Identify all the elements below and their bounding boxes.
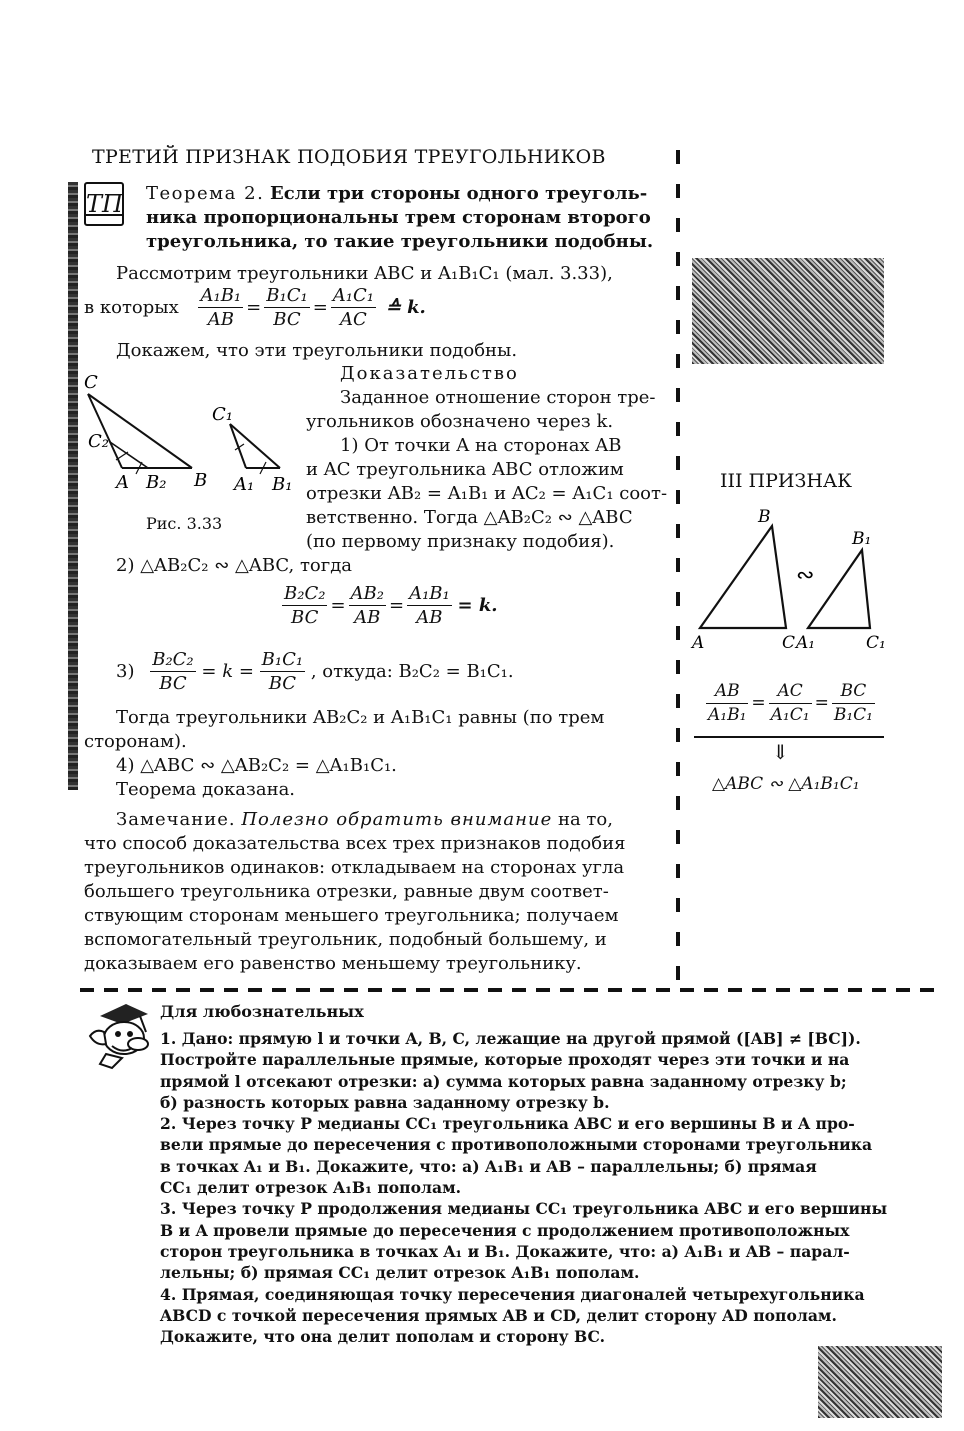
side-arrow: ⇓ <box>772 740 789 764</box>
remark-line-6: вспомогательный треугольник, подобный большему, и <box>84 929 607 950</box>
fig-label-C2: C₂ <box>88 431 109 452</box>
fig-label-B1: B₁ <box>272 474 293 495</box>
proof-equation-2: $\frac{\text{B₂C₂}}{BC}$ = $\frac{\text{AB₂}}{AB}$ = $\frac{\text{A₁B₁}}{AB}$ = k. <box>284 583 498 628</box>
prove-line: Докажем, что эти треугольники подобны. <box>116 340 518 361</box>
side-label-B: B <box>758 507 771 527</box>
fig-label-C: C <box>84 372 98 393</box>
proof-line-4: и AC треугольника ABC отложим <box>306 459 624 480</box>
theorem-label: Теорема 2. <box>146 183 265 204</box>
ratio-k: ≙ k. <box>385 297 426 318</box>
side-divider <box>694 736 884 738</box>
remark-line-5: ствующим сторонам меньшего треугольника; получаем <box>84 905 619 926</box>
side-label-C: C <box>782 633 796 653</box>
theorem-line-3: треугольника, то такие треугольники подобны. <box>146 231 654 252</box>
fig-label-B: B <box>194 470 208 491</box>
proof-end: Теорема доказана. <box>116 779 296 800</box>
question-1: 1. Дано: прямую l и точки A, B, C, лежащие на другой прямой ([AB] ≠ [BC]). Постройте параллельные прямые, которые проходят через эти точки и на прямой l отсекают отрезки: а) сумма которых равна заданному отрезку b; б) разность которых равна заданному отрезку b. <box>160 1029 861 1112</box>
remark-line-1: Замечание. Полезно обратить внимание на то, <box>116 809 613 830</box>
side-ratio: $\frac{AB}{\text{A₁B₁}}$ = $\frac{AC}{\text{A₁C₁}}$ = $\frac{BC}{\text{B₁C₁}}$ <box>708 681 873 725</box>
ratio-fraction-1: $\frac{\text{A₁B₁}}{AB}$ <box>200 285 242 330</box>
theorem-line-1 <box>146 182 647 205</box>
side-conclusion: △ABC ∾ △A₁B₁C₁ <box>712 774 860 794</box>
remark-line-3: треугольников одинаков: откладываем на сторонах угла <box>84 857 625 878</box>
theorem-icon-label: ТП <box>86 190 123 218</box>
figure-caption: Рис. 3.33 <box>146 514 223 533</box>
consider-ratio: в которых $\frac{\text{A₁B₁}}{AB}$ = $\frac{\text{B₁C₁}}{BC}$ = $\frac{\text{A₁C₁}}{AC}$ ≙ k. <box>84 285 426 330</box>
side-triangle-ABC <box>700 526 786 628</box>
theorem-text-1: Если три стороны одного треуголь- <box>270 183 648 204</box>
proof-step-3b-1: Тогда треугольники AB₂C₂ и A₁B₁C₁ равны (по трем <box>116 707 605 728</box>
mascot-icon <box>82 998 160 1070</box>
side-title: III ПРИЗНАК <box>720 470 852 492</box>
question-2: 2. Через точку P медианы CC₁ треугольника ABC и его вершины B и A про- вели прямые до пересечения с противоположными сторонами треугольника в точках A₁ и B₁. Докажите, что: а) A₁B₁ и AB – параллельны; б) прямая CC₁ делит отрезок A₁B₁ пополам. <box>160 1114 873 1198</box>
question-4: 4. Прямая, соединяющая точку пересечения диагоналей четырехугольника ABCD с точкой пересечения прямых AB и CD, делит сторону AD пополам. Докажите, что она делит пополам и сторону BC. <box>160 1284 865 1347</box>
proof-line-1: Заданное отношение сторон тре- <box>340 387 656 408</box>
proof-line-6: ветственно. Тогда △AB₂C₂ ∾ △ABC <box>306 507 633 528</box>
question-3: 3. Через точку P продолжения медианы CC₁ треугольника ABC и его вершины B и A провели прямые до пересечения с продолжением противоположных сторон треугольника в точках A₁ и B₁. Докажите, что: а) A₁B₁ и AB – парал- лельны; б) прямая CC₁ делит отрезок A₁B₁ пополам. <box>160 1199 888 1283</box>
proof-line-2: угольников обозначено через k. <box>306 411 614 432</box>
margin-dotted-line <box>676 150 680 990</box>
ratio-fraction-3: $\frac{\text{A₁C₁}}{AC}$ <box>332 285 374 330</box>
fig-label-A: A <box>116 472 129 493</box>
theorem-bar <box>68 182 78 790</box>
side-label-A1: A₁ <box>796 633 816 653</box>
remark-line-7: доказываем его равенство меньшему треугольнику. <box>84 953 582 974</box>
consider-line: Рассмотрим треугольники ABC и A₁B₁C₁ (мал. 3.33), <box>116 263 613 284</box>
corner-decoration <box>818 1346 942 1418</box>
theorem-line-2: ника пропорциональны трем сторонам второго <box>146 207 651 228</box>
remark-line-4: большего треугольника отрезки, равные двум соответ- <box>84 881 609 902</box>
section-separator <box>80 988 940 992</box>
theorem-icon <box>84 182 124 226</box>
proof-equation-3: 3) $\frac{\text{B₂C₂}}{BC}$ = k = $\frac{\text{B₁C₁}}{BC}$ , откуда: B₂C₂ = B₁C₁. <box>116 649 514 694</box>
proof-line-5: отрезки AB₂ = A₁B₁ и AC₂ = A₁C₁ соот- <box>306 483 668 504</box>
side-triangle-A1B1C1 <box>808 550 870 628</box>
side-label-B1: B₁ <box>852 529 872 549</box>
consider-prefix: в которых <box>84 297 179 318</box>
section-title: ТРЕТИЙ ПРИЗНАК ПОДОБИЯ ТРЕУГОЛЬНИКОВ <box>92 146 606 168</box>
proof-line-3: 1) От точки A на сторонах AB <box>340 435 622 456</box>
side-label-A: A <box>692 633 705 653</box>
fig-label-A1: A₁ <box>234 474 255 495</box>
side-triangles <box>690 500 890 660</box>
curious-questions <box>160 1028 900 1347</box>
proof-line-7: (по первому признаку подобия). <box>306 531 615 552</box>
proof-step-2: 2) △AB₂C₂ ∾ △ABC, тогда <box>116 555 353 576</box>
ratio-fraction-2: $\frac{\text{B₁C₁}}{BC}$ <box>266 285 308 330</box>
side-label-C1: C₁ <box>866 633 886 653</box>
proof-step-4: 4) △ABC ∾ △AB₂C₂ = △A₁B₁C₁. <box>116 755 397 776</box>
fig-label-B2: B₂ <box>146 472 167 493</box>
proof-step-3b-2: сторонам). <box>84 731 187 752</box>
side-decoration <box>692 258 884 364</box>
curious-heading: Для любознательных <box>160 1002 364 1021</box>
remark-line-2: что способ доказательства всех трех признаков подобия <box>84 833 626 854</box>
figure-3-33 <box>84 372 304 502</box>
proof-heading: Доказательство <box>340 363 519 384</box>
fig-label-C1: C₁ <box>212 404 233 425</box>
side-sim-sign: ∾ <box>796 563 815 588</box>
